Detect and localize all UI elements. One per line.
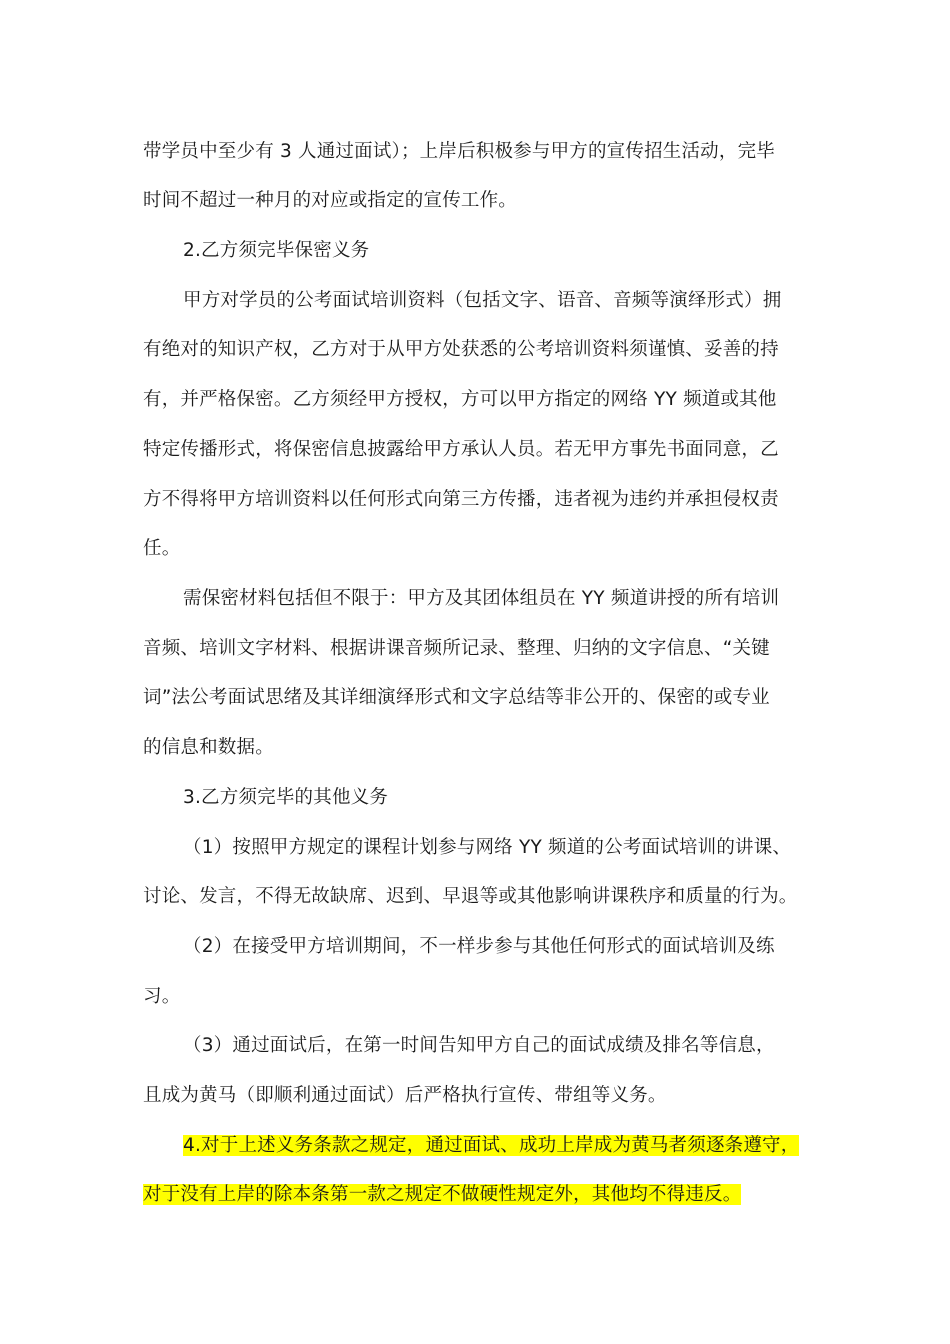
paragraph-line: 音频、培训文字材料、根据讲课音频所记录、整理、归纳的文字信息、“关键: [143, 638, 770, 659]
paragraph-line: 甲方对学员的公考面试培训资料（包括文字、语音、音频等演绎形式）拥: [183, 290, 782, 311]
highlighted-line: [183, 1131, 823, 1161]
list-item-line: （2）在接受甲方培训期间，不一样步参与其他任何形式的面试培训及练: [183, 936, 775, 957]
paragraph-line: 词”法公考面试思绪及其详细演绎形式和文字总结等非公开的、保密的或专业: [143, 687, 770, 708]
list-item-line: （3）通过面试后，在第一时间告知甲方自己的面试成绩及排名等信息，: [183, 1035, 775, 1056]
section-heading: 2.乙方须完毕保密义务: [183, 240, 370, 261]
section-heading: 3.乙方须完毕的其他义务: [183, 787, 389, 808]
paragraph-line: 带学员中至少有 3 人通过面试）；上岸后积极参与甲方的宣传招生活动，完毕: [143, 141, 775, 162]
paragraph-line: 任。: [143, 538, 181, 559]
list-item-line: 且成为黄马（即顺利通过面试）后严格执行宣传、带组等义务。: [143, 1085, 667, 1106]
list-item-line: 习。: [143, 986, 181, 1007]
paragraph-line: 特定传播形式，将保密信息披露给甲方承认人员。若无甲方事先书面同意，乙: [143, 439, 779, 460]
highlighted-line: [143, 1180, 823, 1210]
paragraph-line: 需保密材料包括但不限于：甲方及其团体组员在 YY 频道讲授的所有培训: [183, 588, 780, 609]
highlighted-text: 对于没有上岸的除本条第一款之规定不做硬性规定外，其他均不得违反。: [143, 1184, 742, 1205]
highlighted-text: 4.对于上述义务条款之规定，通过面试、成功上岸成为黄马者须逐条遵守，: [183, 1135, 800, 1156]
paragraph-line: 方不得将甲方培训资料以任何形式向第三方传播，违者视为违约并承担侵权责: [143, 489, 779, 510]
list-item-line: 讨论、发言，不得无故缺席、迟到、早退等或其他影响讲课秩序和质量的行为。: [143, 886, 798, 907]
paragraph-line: 有绝对的知识产权，乙方对于从甲方处获悉的公考培训资料须谨慎、妥善的持: [143, 339, 779, 360]
paragraph-line: 有，并严格保密。乙方须经甲方授权，方可以甲方指定的网络 YY 频道或其他: [143, 389, 777, 410]
paragraph-line: 时间不超过一种月的对应或指定的宣传工作。: [143, 190, 518, 211]
paragraph-line: 的信息和数据。: [143, 737, 274, 758]
list-item-line: （1）按照甲方规定的课程计划参与网络 YY 频道的公考面试培训的讲课、: [183, 837, 792, 858]
